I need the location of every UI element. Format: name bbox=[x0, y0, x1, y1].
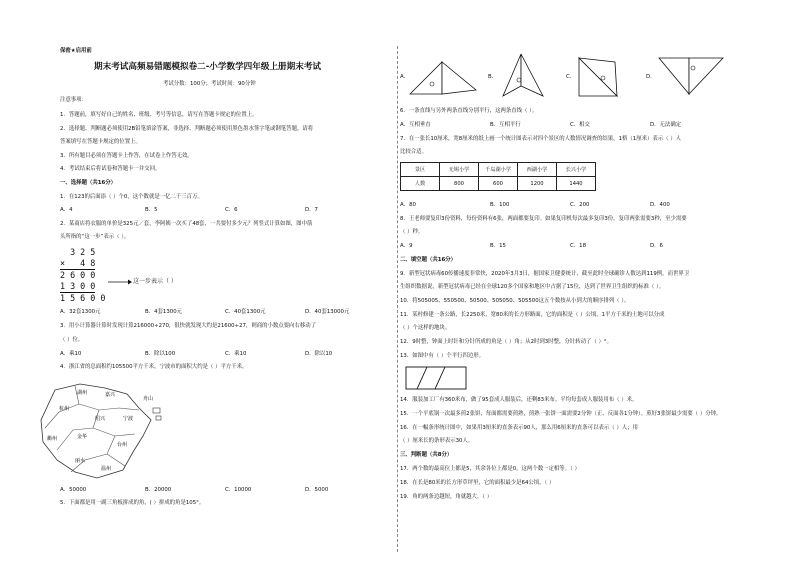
table-cell: 无锡小学 bbox=[440, 163, 479, 177]
map-label-taizhou: 台州 bbox=[117, 442, 128, 448]
map-label-ningbo: 宁波 bbox=[123, 416, 134, 422]
question-16: 16．在一幅条形统计图中，如果用3厘米的直条表示90人，那么用6厘米的直条可以表示（ ）人；用 bbox=[400, 425, 638, 431]
q1-option-a: A．4 bbox=[60, 207, 73, 213]
q2-option-a: A．32套1300元 bbox=[60, 309, 101, 315]
q7-option-d: D．400 bbox=[650, 202, 670, 208]
question-9-cont: 生组织数据说，新型冠状病毒已经在全球120多个国家和地区中占据了15位，达到了世界卫生组织的标准（ ）。 bbox=[400, 284, 665, 290]
question-14: 14．服装加工厂有360米布，做了95套成人服装后，还剩83米布。平均每套成人服装用布（ ）米。 bbox=[400, 397, 638, 403]
table-row bbox=[401, 177, 596, 191]
q5-option-a: A． bbox=[400, 74, 410, 80]
question-3: 3．用小计算器计算时发现计算216000÷270，很快就发现大约是21600÷27，则商的小数点要向右移动了 bbox=[60, 323, 317, 329]
q1-option-d: D．7 bbox=[305, 207, 318, 213]
q8-option-a: A．9 bbox=[400, 243, 413, 249]
map-label-lishui: 丽水 bbox=[75, 458, 86, 464]
triangle-figure-a bbox=[408, 60, 478, 98]
mult-step-label: 这一步表示（ ） bbox=[133, 278, 177, 285]
q6-option-b: B．互相平行 bbox=[490, 122, 521, 128]
notes-heading: 注意事项： bbox=[60, 97, 87, 103]
q5-option-d: D． bbox=[646, 74, 656, 80]
map-label-huzhou: 湖州 bbox=[77, 390, 88, 396]
map-label-zhoushan: 舟山 bbox=[143, 396, 154, 402]
q3-option-b: B．除以100 bbox=[145, 351, 176, 357]
table-cell: 长兴小学 bbox=[557, 163, 596, 177]
arrow-icon bbox=[108, 278, 132, 286]
table-cell: 800 bbox=[440, 177, 479, 191]
q5-option-c: C． bbox=[566, 74, 576, 80]
question-13: 13．如图中有（ ）个平行四边形。 bbox=[400, 353, 485, 359]
triangle-figure-d bbox=[655, 52, 727, 100]
q4-option-c: C．10000 bbox=[225, 487, 252, 493]
q6-option-c: C．相交 bbox=[570, 122, 590, 128]
q6-option-a: A．互相垂直 bbox=[400, 122, 431, 128]
section-choice-heading: 一、选择题（共16分） bbox=[60, 180, 117, 186]
table-cell: 600 bbox=[479, 177, 518, 191]
table-cell: 人数 bbox=[401, 177, 440, 191]
question-17: 17．两个数的最高位上都是5，其余各位上都是0，这两个数一定相等。（ ） bbox=[400, 466, 580, 472]
question-18: 18．在长是80米的长方形草坪里，它的面积最少是64公顷。（ ） bbox=[400, 480, 555, 486]
section-fill-heading: 二、填空题（共16分） bbox=[400, 257, 457, 263]
q7-option-c: C．200 bbox=[570, 202, 590, 208]
exam-title: 期末考试高频易错题模拟卷二-小学数学四年级上册期末考试 bbox=[94, 62, 322, 72]
q7-option-b: B．100 bbox=[490, 202, 510, 208]
note-4: 4．考试结束后将试卷和答题卡一并交回。 bbox=[60, 166, 161, 172]
q6-option-d: D．无法确定 bbox=[650, 122, 682, 128]
question-7-cont: 比较合适。 bbox=[400, 149, 427, 155]
triangle-figure-c bbox=[573, 52, 625, 100]
q1-option-c: C．6 bbox=[225, 207, 238, 213]
q3-option-c: C．乘10 bbox=[225, 351, 247, 357]
q3-option-d: D．除以10 bbox=[305, 351, 333, 357]
map-label-wenzhou: 温州 bbox=[101, 466, 112, 472]
q5-option-b: B． bbox=[488, 74, 498, 80]
question-6: 6．一条直线与另外两条直线分别平行，这两条直线（ ）。 bbox=[400, 108, 538, 114]
table-cell: 1200 bbox=[518, 177, 557, 191]
question-16-cont: （ ）厘米长的条形表示30人。 bbox=[400, 438, 474, 444]
zhejiang-map bbox=[35, 380, 167, 482]
q8-option-c: C．18 bbox=[570, 243, 587, 249]
mult-row-5: 1 5 6 0 0 bbox=[60, 293, 106, 303]
q8-option-b: B．15 bbox=[490, 243, 506, 249]
page-divider bbox=[397, 46, 398, 552]
map-label-shaoxing: 绍兴 bbox=[95, 416, 106, 422]
question-7: 7．在一张长10厘米，宽8厘米的纸上画一个统计图表示对四个景区的人数情况调查的结果，1格（1厘米）表示（ ）人 bbox=[400, 136, 682, 142]
table-header-row bbox=[401, 163, 596, 177]
exam-meta: 考试分数：100分；考试时间：90分钟 bbox=[163, 81, 256, 87]
triangle-figure-b bbox=[495, 52, 547, 100]
question-5: 5．下面都是用一副三角板拼成的角，( ）拼成的角是105°。 bbox=[60, 500, 205, 506]
question-4: 4．浙江省的总面积约105500平方千米，宁波市的面积大约是（ ）平方千米。 bbox=[60, 364, 248, 370]
question-19: 19．角的两条边越短，角就越大。（ ） bbox=[400, 494, 493, 500]
q1-option-b: B．5 bbox=[145, 207, 158, 213]
question-12: 12．9时整，钟面上时针和分针所成的角是（ ）角；从2时到3时整，分针转动了（ ）°。 bbox=[400, 339, 612, 345]
question-2-cont: 头所指的“这一步”表示（ ）。 bbox=[60, 234, 130, 240]
table-cell: 西湖小学 bbox=[518, 163, 557, 177]
q4-option-d: D．5000 bbox=[305, 487, 329, 493]
question-15: 15．一个平底锅一次最多煎2张饼，每面都需要煎熟，煎熟一张饼一面需要2分钟（正、反面各1分钟）。煎好3张饼最少需要（ ）分钟。 bbox=[400, 411, 722, 417]
q7-option-a: A．80 bbox=[400, 202, 416, 208]
mult-row-4: 1 3 0 0 bbox=[60, 281, 96, 291]
map-label-jiaxing: 嘉兴 bbox=[105, 392, 116, 398]
map-label-jinhua: 金华 bbox=[77, 434, 88, 440]
q4-option-b: B．20000 bbox=[145, 487, 172, 493]
mult-row-1: 3 2 5 bbox=[60, 247, 96, 257]
question-1: 1．在123的后面添（ ）个0，这个数就是一亿二千三百万。 bbox=[60, 194, 203, 200]
question-8: 8．王老师要复印3份资料，每份资料有6张，两面都要复印。如果复印机每次最多复印3份，复印两张需要3秒，至少需要 bbox=[400, 216, 687, 222]
secret-label: 保密★启用前 bbox=[60, 48, 92, 54]
question-11: 11．某村修建一条公路，长2250米，宽80米的长方形路面，它的面积是（ ）公顷，1平方千米的土地可以分成 bbox=[400, 312, 665, 318]
map-label-quzhou: 衢州 bbox=[47, 436, 58, 442]
survey-table bbox=[400, 162, 596, 191]
note-1: 1．答题前，填写好自己的姓名、班级、考号等信息，请写在答题卡规定的位置上。 bbox=[60, 112, 258, 118]
question-3-cont: （ ）位。 bbox=[60, 337, 84, 343]
mult-row-3: 2 6 0 0 bbox=[60, 270, 96, 280]
q8-option-d: D．6 bbox=[650, 243, 663, 249]
q2-option-b: B．4套1300元 bbox=[145, 309, 183, 315]
question-8-cont: （ ）秒。 bbox=[400, 229, 424, 235]
map-label-hangzhou: 杭州 bbox=[59, 406, 70, 412]
question-10: 10．将505005、550500、50500、505050、505500这五个数按从小到大的顺序排列（ ）。 bbox=[400, 298, 630, 304]
note-3: 3．所有题目必须在答题卡上作答，在试卷上作答无效。 bbox=[60, 153, 193, 159]
question-2: 2．某商店将衣服的单价是325元／套，李阿姨一次买了48套，一共要付多少元？列竖式计算如图，图中箭 bbox=[60, 221, 313, 227]
vertical-multiplication bbox=[60, 247, 105, 304]
q4-option-a: A．50000 bbox=[60, 487, 87, 493]
question-9: 9．新型冠状病毒60传播速度非常快，2020年3月3日，据国家卫健委统计，截至此时全球确诊人数达到119例，而世界卫 bbox=[400, 271, 690, 277]
note-2: 2．选择题、判断题必须使用2B铅笔填涂答案，非选择、判断题必须使用黑色墨水签字笔或钢笔答题，请将 bbox=[60, 126, 314, 132]
q2-option-d: D．40套13000元 bbox=[305, 309, 350, 315]
q3-option-a: A．乘10 bbox=[60, 351, 82, 357]
table-cell: 景区 bbox=[401, 163, 440, 177]
note-2-cont: 答案填写在答题卡规定的位置上。 bbox=[60, 139, 141, 145]
question-11-cont: （ ）个这样的地块。 bbox=[400, 325, 451, 331]
table-cell: 千岛湖小学 bbox=[479, 163, 518, 177]
mult-row-2: × 4 8 bbox=[60, 258, 96, 268]
parallelogram-figure bbox=[405, 366, 467, 390]
q2-option-c: C．40套1300元 bbox=[225, 309, 266, 315]
section-judge-heading: 三、判断题（共8分） bbox=[400, 452, 453, 458]
table-cell: 1440 bbox=[557, 177, 596, 191]
